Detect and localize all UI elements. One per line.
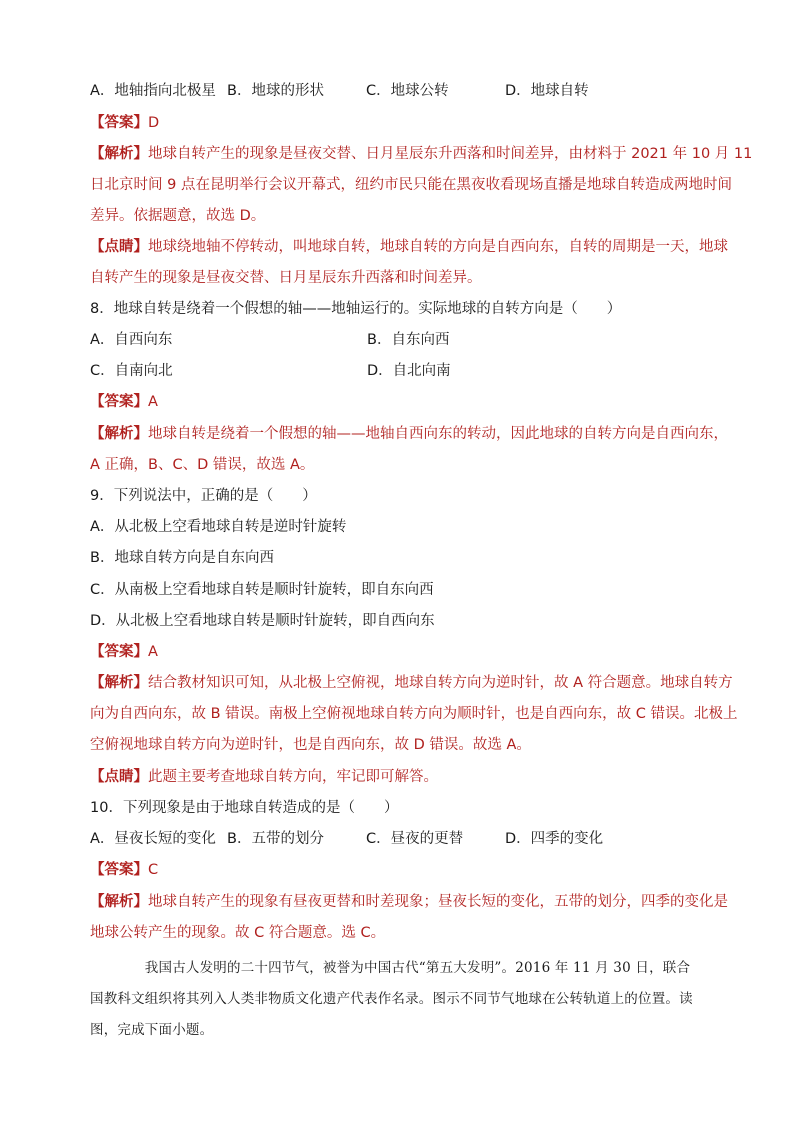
q10-options (90, 829, 603, 849)
q8-analysis-line-2: A 正确，B、C、D 错误，故选 A。 (90, 457, 315, 473)
q10-answer (90, 860, 158, 880)
q10-option-b: B．五带的划分 (227, 831, 324, 847)
answer-value: D (148, 115, 160, 131)
analysis-text: 地球自转是绕着一个假想的轴——地轴自西向东的转动，因此地球的自转方向是自西向东， (148, 426, 728, 442)
q9-answer (90, 642, 158, 662)
q8-option-a: A．自西向东 (90, 332, 173, 348)
q7-option-d: D．地球自转 (505, 83, 589, 99)
analysis-tag: 【解析】 (90, 146, 148, 162)
q8-options-row-1 (90, 330, 449, 350)
q7-answer (90, 113, 159, 133)
answer-tag: 【答案】 (90, 644, 148, 660)
q9-stem: 9．下列说法中，正确的是（ ） (90, 488, 317, 504)
analysis-tag: 【解析】 (90, 894, 148, 910)
comment-tag: 【点睛】 (90, 239, 148, 255)
q7-options (90, 81, 589, 101)
q9-option-c: C．从南极上空看地球自转是顺时针旋转，即自东向西 (90, 582, 434, 598)
q8-option-d: D．自北向南 (367, 363, 451, 379)
comment-tag: 【点睛】 (90, 769, 148, 785)
q7-analysis-line-1 (90, 144, 752, 164)
q10-option-a: A．昼夜长短的变化 (90, 831, 216, 847)
q7-option-b: B．地球的形状 (227, 83, 324, 99)
analysis-tag: 【解析】 (90, 675, 148, 691)
q10-analysis-line-1 (90, 892, 728, 912)
analysis-text: 结合教材知识可知，从北极上空俯视，地球自转方向为逆时针，故 A 符合题意。地球自转方 (148, 675, 733, 691)
q8-options-row-2 (90, 361, 451, 381)
q10-option-c: C．昼夜的更替 (366, 831, 464, 847)
q9-option-b: B．地球自转方向是自东向西 (90, 550, 274, 566)
answer-value: A (148, 644, 158, 660)
analysis-text: 地球自转产生的现象有昼夜更替和时差现象；昼夜长短的变化，五带的划分，四季的变化是 (148, 894, 728, 910)
q7-comment-line-2: 自转产生的现象是昼夜交替、日月星辰东升西落和时间差异。 (90, 270, 482, 286)
analysis-tag: 【解析】 (90, 426, 148, 442)
q9-comment-line-1 (90, 767, 438, 787)
q8-analysis-line-1 (90, 424, 728, 444)
q10-option-d: D．四季的变化 (505, 831, 604, 847)
material-line-2: 国教科文组织将其列入人类非物质文化遗产代表作名录。图示不同节气地球在公转轨道上的位置。读 (90, 991, 693, 1007)
q7-option-c: C．地球公转 (366, 83, 449, 99)
material-line-3: 图，完成下面小题。 (90, 1022, 214, 1038)
answer-tag: 【答案】 (90, 862, 148, 878)
q9-option-a: A．从北极上空看地球自转是逆时针旋转 (90, 519, 347, 535)
answer-value: C (148, 862, 159, 878)
q8-option-c: C．自南向北 (90, 363, 173, 379)
q8-stem: 8．地球自转是绕着一个假想的轴——地轴运行的。实际地球的自转方向是（ ） (90, 301, 622, 317)
answer-value: A (148, 394, 158, 410)
q9-analysis-line-2: 向为自西向东，故 B 错误。南极上空俯视地球自转方向为顺时针，也是自西向东，故 C 错误。北极上 (90, 706, 738, 722)
answer-tag: 【答案】 (90, 115, 148, 131)
q7-analysis-line-2: 日北京时间 9 点在昆明举行会议开幕式，纽约市民只能在黑夜收看现场直播是地球自转造成两地时间 (90, 177, 732, 193)
q7-comment-line-1 (90, 237, 728, 257)
q7-analysis-line-3: 差异。依据题意，故选 D。 (90, 208, 266, 224)
comment-text: 此题主要考查地球自转方向，牢记即可解答。 (148, 769, 438, 785)
q9-analysis-line-1 (90, 673, 733, 693)
comment-text: 地球绕地轴不停转动，叫地球自转，地球自转的方向是自西向东，自转的周期是一天，地球 (148, 239, 728, 255)
answer-tag: 【答案】 (90, 394, 148, 410)
q10-analysis-line-2: 地球公转产生的现象。故 C 符合题意。选 C。 (90, 925, 386, 941)
q7-option-a: A．地轴指向北极星 (90, 83, 216, 99)
q8-option-b: B．自东向西 (367, 332, 450, 348)
q8-answer (90, 392, 158, 412)
analysis-text: 地球自转产生的现象是昼夜交替、日月星辰东升西落和时间差异，由材料于 2021 年 10 月 11 (148, 146, 753, 162)
q9-analysis-line-3: 空俯视地球自转方向为逆时针，也是自西向东，故 D 错误。故选 A。 (90, 737, 531, 753)
q10-stem: 10．下列现象是由于地球自转造成的是（ ） (90, 800, 399, 816)
material-line-1: 我国古人发明的二十四节气，被誉为中国古代“第五大发明”。2016 年 11 月 30 日，联合 (90, 960, 691, 976)
q9-option-d: D．从北极上空看地球自转是顺时针旋转，即自西向东 (90, 613, 435, 629)
